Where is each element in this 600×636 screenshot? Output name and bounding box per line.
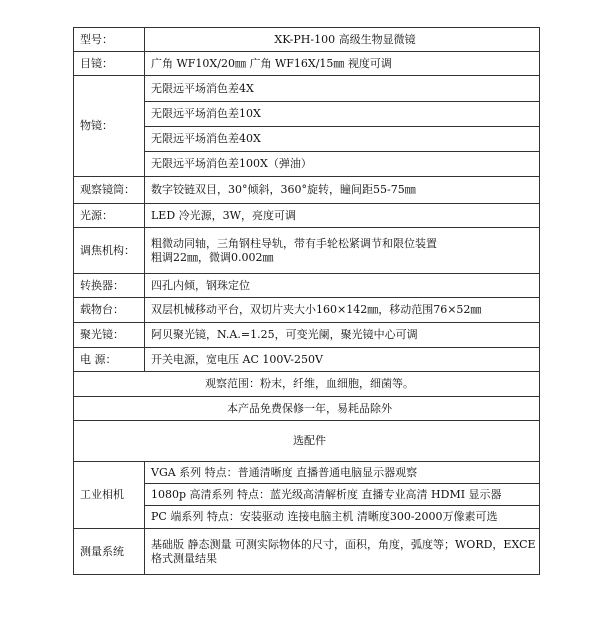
light-value: LED 冷光源，3W，亮度可调 xyxy=(145,204,540,228)
table-row xyxy=(74,52,540,76)
stage-value: 双层机械移动平台，双切片夹大小160×142㎜，移动范围76×52㎜ xyxy=(145,298,540,323)
table-row xyxy=(74,529,540,575)
objective-value: 无限远平场消色差4X xyxy=(145,76,540,102)
table-row xyxy=(74,177,540,204)
measure-label: 测量系统 xyxy=(74,529,145,575)
camera-item xyxy=(145,462,540,484)
camera-item-name: 1080p 高清系列 xyxy=(151,487,234,501)
eyepiece-value: 广角 WF10X/20㎜ 广角 WF16X/15㎜ 视度可调 xyxy=(145,52,540,76)
table-row xyxy=(74,274,540,298)
table-row xyxy=(74,421,540,462)
power-value: 开关电源，宽电压 AC 100V-250V xyxy=(145,348,540,372)
focus-line-1: 粗微动同轴，三角钢柱导轨，带有手轮松紧调节和限位装置 xyxy=(151,236,437,250)
power-label: 电 源： xyxy=(74,348,145,372)
table-row xyxy=(74,228,540,274)
table-row xyxy=(74,76,540,102)
table-row xyxy=(74,397,540,421)
camera-item-desc: 特点：蓝光级高清解析度 直播专业高清 HDMI 显示器 xyxy=(237,487,502,501)
model-label: 型号： xyxy=(74,28,145,52)
head-label: 观察镜筒： xyxy=(74,177,145,204)
measure-line-2: 格式测量结果 xyxy=(151,551,217,565)
focus-label: 调焦机构： xyxy=(74,228,145,274)
focus-value xyxy=(145,228,540,274)
camera-item-desc: 特点：安装驱动 连接电脑主机 清晰度300-2000万像素可选 xyxy=(206,510,498,524)
light-label: 光源： xyxy=(74,204,145,228)
camera-item xyxy=(145,484,540,506)
table-row xyxy=(74,204,540,228)
nosepiece-value: 四孔内倾，钢珠定位 xyxy=(145,274,540,298)
table-row xyxy=(74,372,540,397)
spec-table xyxy=(73,27,540,575)
head-value: 数字铰链双目，30°倾斜，360°旋转，瞳间距55-75㎜ xyxy=(145,177,540,204)
objective-value: 无限远平场消色差100X（弹油） xyxy=(145,152,540,177)
camera-label: 工业相机 xyxy=(74,462,145,529)
focus-line-2: 粗调22㎜，微调0.002㎜ xyxy=(151,250,274,264)
model-value: XK-PH-100 高级生物显微镜 xyxy=(145,28,540,52)
accessories-title: 选配件 xyxy=(74,421,540,462)
condenser-value: 阿贝聚光镜，N.A.=1.25，可变光阑，聚光镜中心可调 xyxy=(145,323,540,348)
camera-item xyxy=(145,506,540,529)
table-row xyxy=(74,348,540,372)
measure-value xyxy=(145,529,540,575)
condenser-label: 聚光镜： xyxy=(74,323,145,348)
table-row xyxy=(74,298,540,323)
measure-line-1: 基础版 静态测量 可测实际物体的尺寸，面积，角度，弧度等；WORD，EXCE xyxy=(151,537,536,551)
table-row xyxy=(74,28,540,52)
objective-label: 物镜： xyxy=(74,76,145,177)
table-row xyxy=(74,323,540,348)
camera-item-desc: 特点：普通清晰度 直播普通电脑显示器观察 xyxy=(204,465,418,479)
objective-value: 无限远平场消色差10X xyxy=(145,102,540,127)
warranty-text: 本产品免费保修一年，易耗品除外 xyxy=(74,397,540,421)
objective-value: 无限远平场消色差40X xyxy=(145,127,540,152)
stage-label: 载物台： xyxy=(74,298,145,323)
camera-item-name: PC 端系列 xyxy=(151,510,204,524)
eyepiece-label: 目镜： xyxy=(74,52,145,76)
range-text: 观察范围：粉末，纤维，血细胞，细菌等。 xyxy=(74,372,540,397)
nosepiece-label: 转换器： xyxy=(74,274,145,298)
table-row xyxy=(74,462,540,484)
camera-item-name: VGA 系列 xyxy=(151,465,202,479)
